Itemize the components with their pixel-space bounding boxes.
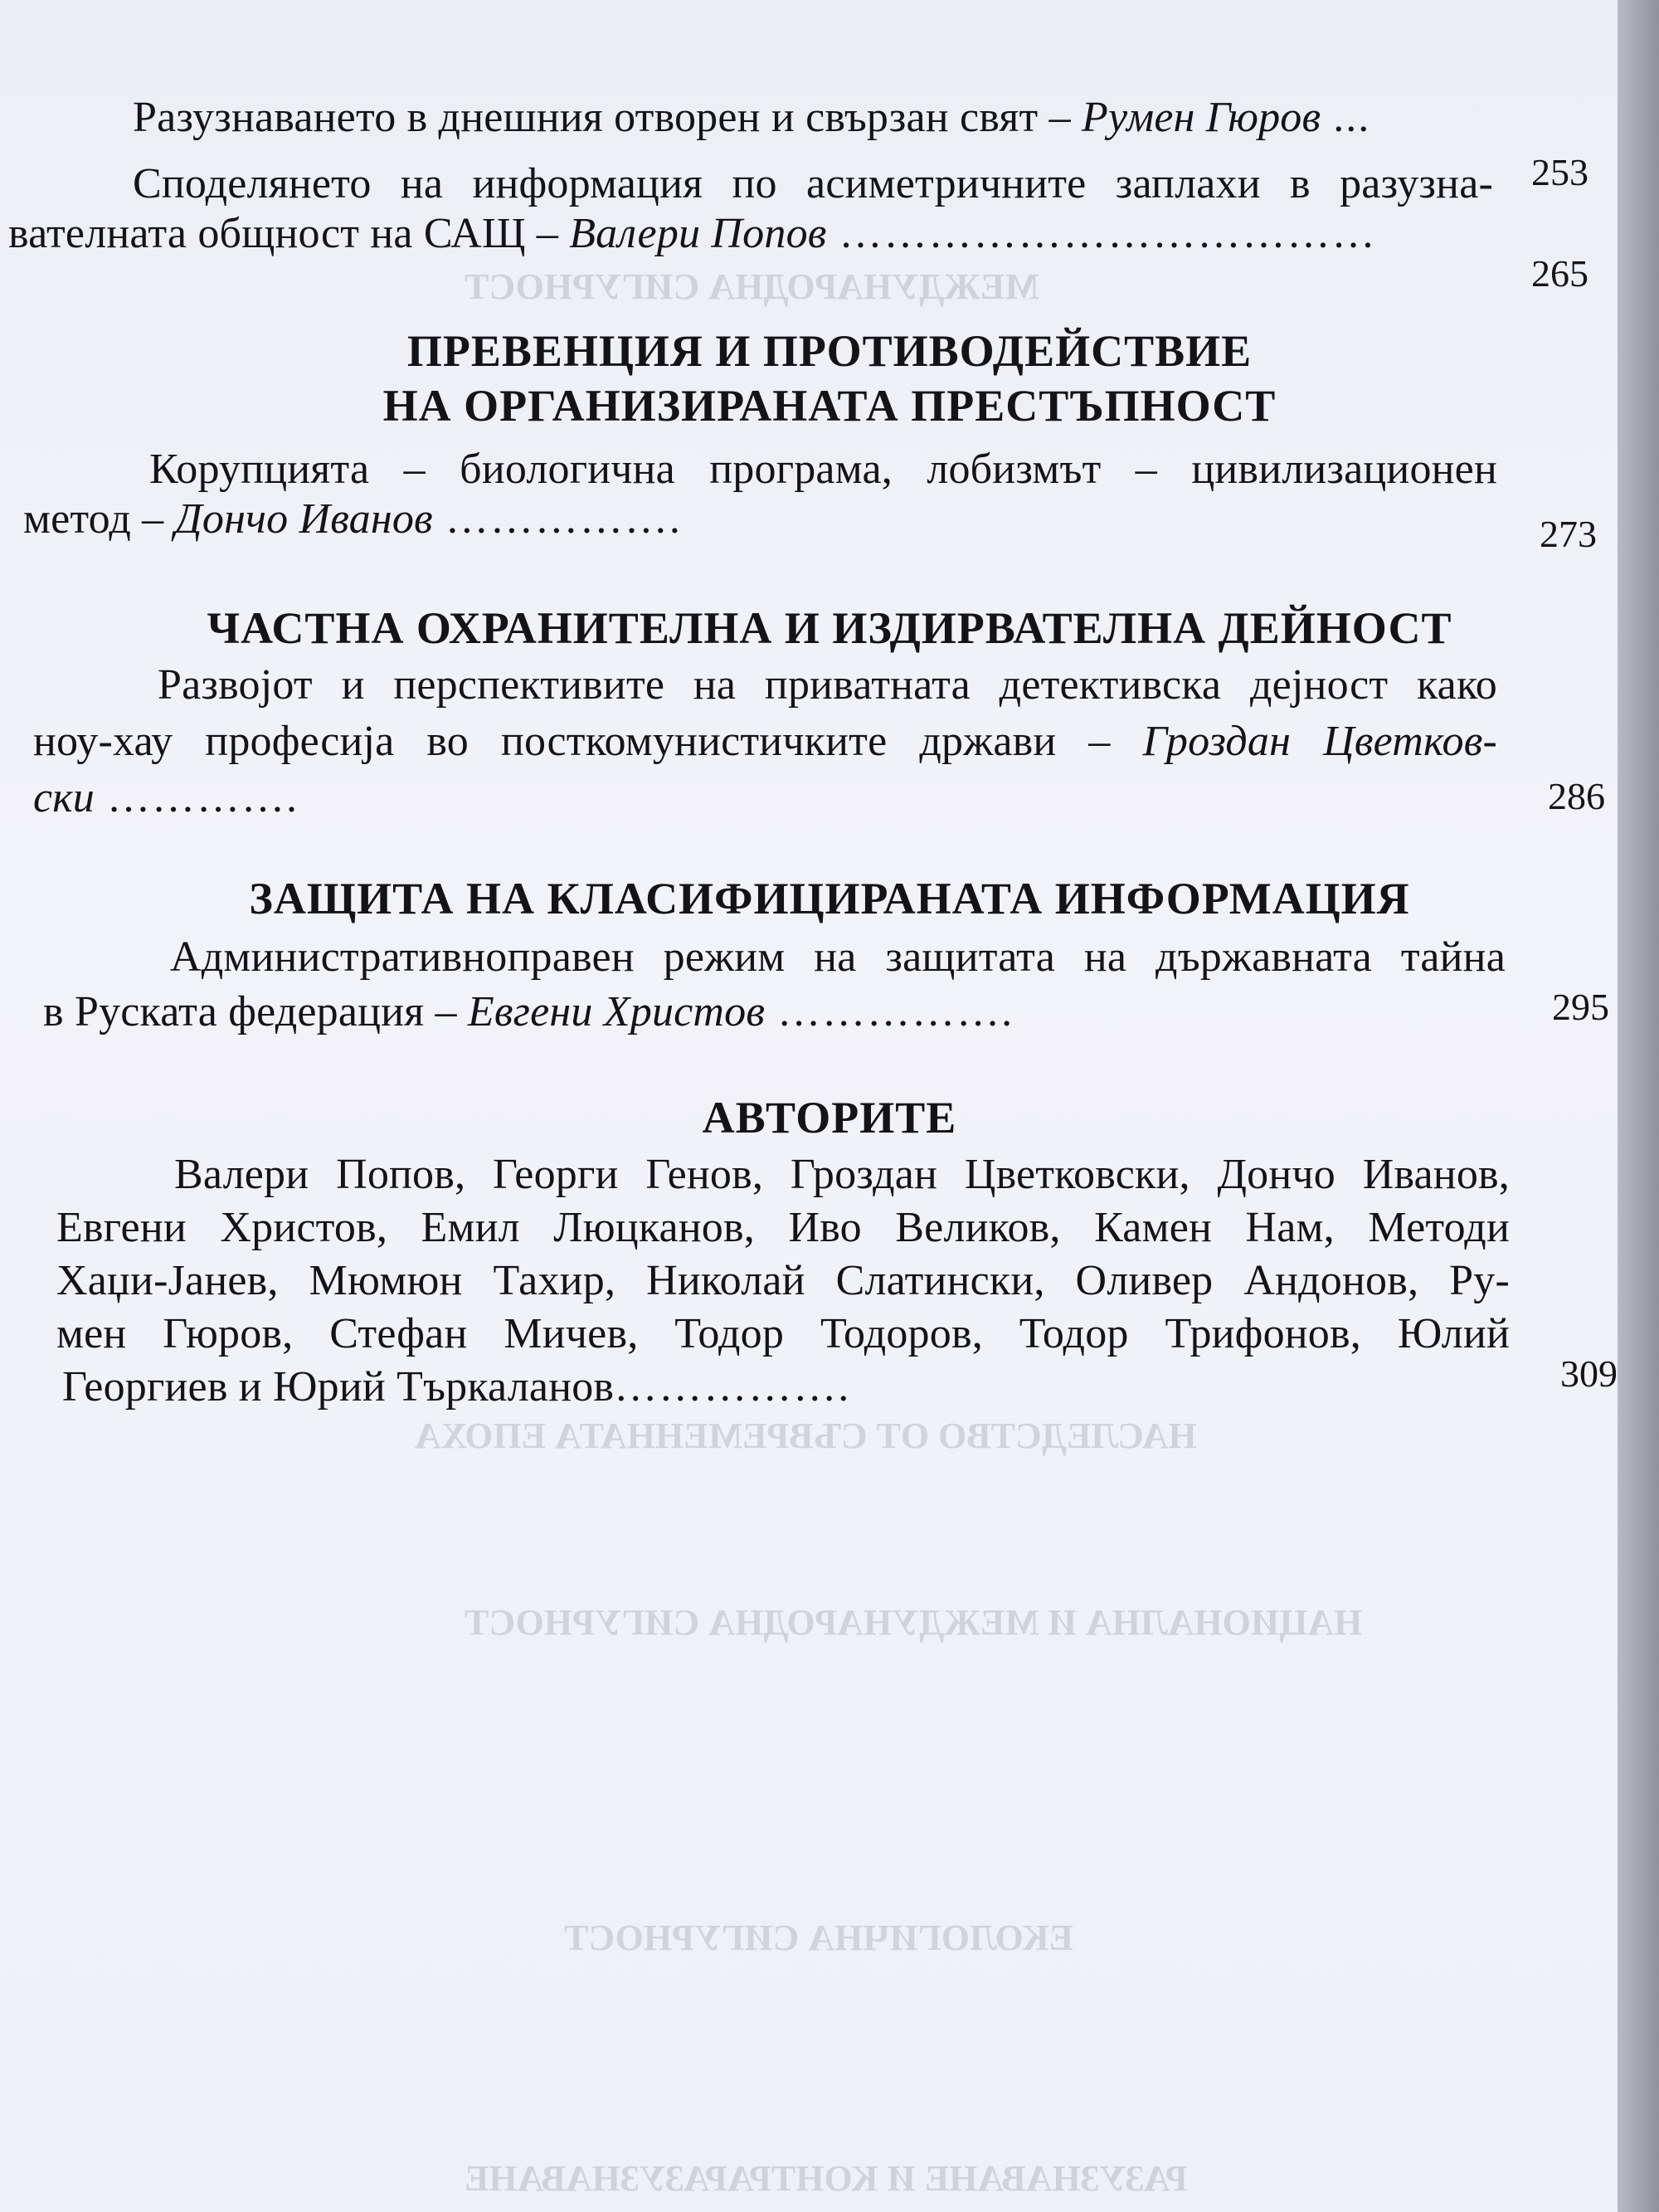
show-through-text: РАЗУЗНАВАНЕ И КОНТРАРАЗУЗНАВАНЕ bbox=[465, 2158, 1188, 2199]
authors-text: мен Гюров, Стефан Мичев, Тодор Тодоров, Тодор Трифонов, Юлий bbox=[56, 1310, 1510, 1357]
leader-dots: ... bbox=[1321, 94, 1371, 141]
authors-line bbox=[56, 1203, 1510, 1253]
entry-author: Румен Гюров bbox=[1082, 94, 1321, 141]
section-heading: ЧАСТНА ОХРАНИТЕЛНА И ИЗДИРВАТЕЛНА ДЕЙНОСТ bbox=[207, 603, 1452, 653]
authors-line bbox=[56, 1309, 1510, 1359]
entry-title: Развојот и перспективите на приватната детективска дејност како bbox=[158, 661, 1497, 709]
authors-text: Валери Попов, Георги Генов, Гроздан Цветковски, Дончо Иванов, bbox=[174, 1151, 1510, 1198]
toc-entry-continued bbox=[33, 717, 1497, 767]
entry-author: Валери Попов bbox=[569, 210, 827, 257]
toc-entry bbox=[133, 93, 1370, 143]
toc-entry bbox=[158, 660, 1497, 710]
leader-dots: ……………. bbox=[432, 495, 682, 543]
page-number: 309 bbox=[1560, 1352, 1618, 1395]
entry-title: Административноправен режим на защитата на държавната тайна bbox=[170, 933, 1506, 981]
authors-text: Георгиев и Юрий Търкаланов bbox=[62, 1363, 615, 1411]
show-through-text: НАЦИОНАЛНА И МЕЖДУНАРОДНА СИГУРНОСТ bbox=[465, 1602, 1363, 1643]
authors-line bbox=[62, 1362, 850, 1412]
page-edge-shadow bbox=[1618, 0, 1659, 2212]
authors-text: Хаџи-Јанев, Мюмюн Тахир, Николай Слатински, Оливер Андонов, Ру- bbox=[56, 1257, 1510, 1304]
leader-dots: …………. bbox=[95, 774, 299, 821]
toc-entry-continued bbox=[33, 773, 299, 823]
entry-title: Споделянето на информация по асиметричните заплахи в разузна- bbox=[133, 160, 1493, 207]
authors-line bbox=[174, 1150, 1510, 1200]
authors-line bbox=[56, 1256, 1510, 1306]
show-through-text: МЕЖДУНАРОДНА СИГУРНОСТ bbox=[465, 266, 1039, 307]
page-number: 273 bbox=[1540, 513, 1597, 555]
section-heading: НА ОРГАНИЗИРАНАТА ПРЕСТЪПНОСТ bbox=[382, 381, 1277, 431]
entry-title: ноу-хау професија во посткомунистичките држави – bbox=[33, 718, 1143, 765]
show-through-text: НАСЛЕДСТВО ОТ СЪВРЕМЕННАТА ЕПОХА bbox=[415, 1415, 1197, 1456]
entry-title: метод – bbox=[23, 495, 175, 543]
authors-text: Евгени Христов, Емил Люцканов, Иво Великов, Камен Нам, Методи bbox=[56, 1204, 1510, 1251]
page-number: 253 bbox=[1531, 151, 1588, 193]
page-number: 295 bbox=[1552, 986, 1609, 1028]
entry-author: Дончо Иванов bbox=[174, 495, 433, 543]
section-heading: ПРЕВЕНЦИЯ И ПРОТИВОДЕЙСТВИЕ bbox=[406, 326, 1253, 376]
toc-entry bbox=[170, 933, 1506, 982]
entry-author: Гроздан Цветков- bbox=[1142, 718, 1497, 765]
toc-entry bbox=[149, 445, 1497, 495]
entry-title: Разузнаването в днешния отворен и свързан свят – bbox=[133, 94, 1082, 141]
section-heading: АВТОРИТЕ bbox=[702, 1093, 957, 1143]
entry-author: ски bbox=[33, 774, 95, 821]
leader-dots: ……………………………… bbox=[826, 210, 1377, 257]
toc-entry-continued bbox=[43, 987, 1014, 1037]
leader-dots: ……………. bbox=[765, 988, 1014, 1035]
section-heading: ЗАЩИТА НА КЛАСИФИЦИРАНАТА ИНФОРМАЦИЯ bbox=[249, 874, 1410, 923]
toc-entry-continued bbox=[8, 209, 1377, 259]
page-number: 265 bbox=[1531, 252, 1588, 295]
entry-title: Корупцията – биологична програма, лобизмът – цивилизационен bbox=[149, 446, 1497, 493]
toc-entry bbox=[133, 159, 1493, 209]
entry-title: в Руската федерация – bbox=[43, 988, 468, 1035]
page-number: 286 bbox=[1548, 775, 1605, 817]
entry-author: Евгени Христов bbox=[467, 988, 766, 1035]
show-through-text: ЕКОЛОГИЧНА СИГУРНОСТ bbox=[564, 1917, 1073, 1958]
toc-entry-continued bbox=[23, 495, 682, 544]
leader-dots: ……………. bbox=[614, 1363, 851, 1411]
entry-title: вателната общност на САЩ – bbox=[8, 210, 570, 257]
